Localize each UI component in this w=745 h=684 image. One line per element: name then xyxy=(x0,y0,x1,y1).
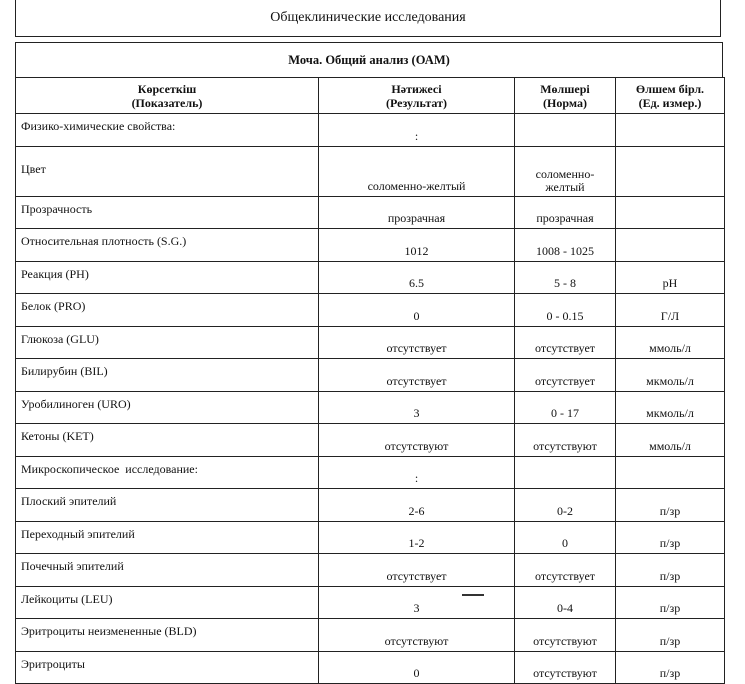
row-unit: п/зр xyxy=(616,489,725,522)
column-header-result xyxy=(319,78,515,114)
row-parameter: Почечный эпителий xyxy=(16,554,319,587)
row-unit xyxy=(616,146,725,196)
row-unit xyxy=(616,114,725,147)
row-unit: мкмоль/л xyxy=(616,359,725,392)
row-unit: п/зр xyxy=(616,521,725,554)
row-unit: pH xyxy=(616,261,725,294)
row-parameter: Прозрачность xyxy=(16,196,319,229)
row-norm: отсутствует xyxy=(515,326,616,359)
row-parameter: Белок (PRO) xyxy=(16,294,319,327)
row-norm: прозрачная xyxy=(515,196,616,229)
row-unit: мкмоль/л xyxy=(616,391,725,424)
row-result: 3 xyxy=(319,586,515,619)
row-parameter: Микроскопическое исследование: xyxy=(16,456,319,489)
row-result: : xyxy=(319,456,515,489)
row-norm: 0 - 0.15 xyxy=(515,294,616,327)
row-unit: Г/Л xyxy=(616,294,725,327)
table-row xyxy=(16,554,725,587)
row-norm xyxy=(515,114,616,147)
row-unit: ммоль/л xyxy=(616,326,725,359)
row-result: отсутствует xyxy=(319,554,515,587)
row-unit: п/зр xyxy=(616,586,725,619)
row-result: 6.5 xyxy=(319,261,515,294)
row-unit: п/зр xyxy=(616,651,725,684)
column-header-parameter xyxy=(16,78,319,114)
row-parameter: Относительная плотность (S.G.) xyxy=(16,229,319,262)
row-parameter: Реакция (PH) xyxy=(16,261,319,294)
row-parameter: Переходный эпителий xyxy=(16,521,319,554)
table-row xyxy=(16,456,725,489)
row-norm: отсутствует xyxy=(515,554,616,587)
row-parameter: Билирубин (BIL) xyxy=(16,359,319,392)
table-row xyxy=(16,229,725,262)
column-header-result-ru: (Результат) xyxy=(385,95,447,110)
row-norm: 0-2 xyxy=(515,489,616,522)
row-result: соломенно-желтый xyxy=(319,146,515,196)
row-result: 0 xyxy=(319,651,515,684)
row-norm xyxy=(515,456,616,489)
row-unit xyxy=(616,456,725,489)
column-header-unit xyxy=(616,78,725,114)
row-norm: отсутствуют xyxy=(515,619,616,652)
row-unit: ммоль/л xyxy=(616,424,725,457)
row-unit: п/зр xyxy=(616,619,725,652)
column-header-norm xyxy=(515,78,616,114)
analysis-title: Моча. Общий анализ (ОАМ) xyxy=(288,52,450,67)
row-result: 3 xyxy=(319,391,515,424)
row-norm: 0-4 xyxy=(515,586,616,619)
table-row xyxy=(16,424,725,457)
column-header-unit-ru: (Ед. измер.) xyxy=(638,95,702,110)
column-header-parameter-ru: (Показатель) xyxy=(131,95,203,110)
page-cutoff-mark xyxy=(462,594,484,596)
row-parameter: Цвет xyxy=(16,146,319,196)
row-parameter: Плоский эпителий xyxy=(16,489,319,522)
row-norm: отсутствуют xyxy=(515,424,616,457)
section-title: Общеклинические исследования xyxy=(270,10,466,25)
table-row xyxy=(16,261,725,294)
row-result: 2-6 xyxy=(319,489,515,522)
table-row xyxy=(16,489,725,522)
row-result: 0 xyxy=(319,294,515,327)
row-result: : xyxy=(319,114,515,147)
table-row xyxy=(16,326,725,359)
row-unit: п/зр xyxy=(616,554,725,587)
row-parameter: Эритроциты xyxy=(16,651,319,684)
row-result: отсутствует xyxy=(319,359,515,392)
column-header-unit-kz: Өлшем бірл. xyxy=(635,81,705,96)
table-row xyxy=(16,146,725,196)
table-row xyxy=(16,619,725,652)
table-header-row xyxy=(16,78,725,114)
row-norm: 1008 - 1025 xyxy=(515,229,616,262)
row-norm: 5 - 8 xyxy=(515,261,616,294)
column-header-norm-kz: Мөлшері xyxy=(540,81,590,96)
row-norm: отсутствуют xyxy=(515,651,616,684)
analysis-title-box xyxy=(15,42,723,78)
section-header xyxy=(15,0,721,37)
row-result: отсутствует xyxy=(319,326,515,359)
table-row xyxy=(16,294,725,327)
row-result: прозрачная xyxy=(319,196,515,229)
column-header-norm-ru: (Норма) xyxy=(543,95,587,110)
row-result: 1012 xyxy=(319,229,515,262)
row-result: 1-2 xyxy=(319,521,515,554)
row-norm: соломенно-желтый xyxy=(515,146,616,196)
row-norm: отсутствует xyxy=(515,359,616,392)
column-header-parameter-kz: Көрсеткіш xyxy=(137,81,197,96)
table-row xyxy=(16,114,725,147)
table-row xyxy=(16,586,725,619)
table-row xyxy=(16,651,725,684)
row-parameter: Лейкоциты (LEU) xyxy=(16,586,319,619)
column-header-result-kz: Нәтижесі xyxy=(391,81,442,96)
results-table xyxy=(15,77,725,684)
table-row xyxy=(16,521,725,554)
row-parameter: Физико-химические свойства: xyxy=(16,114,319,147)
table-row xyxy=(16,359,725,392)
row-unit xyxy=(616,196,725,229)
row-parameter: Глюкоза (GLU) xyxy=(16,326,319,359)
row-norm: 0 xyxy=(515,521,616,554)
row-parameter: Уробилиноген (URO) xyxy=(16,391,319,424)
row-norm: 0 - 17 xyxy=(515,391,616,424)
row-result: отсутствуют xyxy=(319,619,515,652)
row-unit xyxy=(616,229,725,262)
row-parameter: Кетоны (KET) xyxy=(16,424,319,457)
row-parameter: Эритроциты неизмененные (BLD) xyxy=(16,619,319,652)
table-row xyxy=(16,196,725,229)
row-result: отсутствуют xyxy=(319,424,515,457)
table-row xyxy=(16,391,725,424)
